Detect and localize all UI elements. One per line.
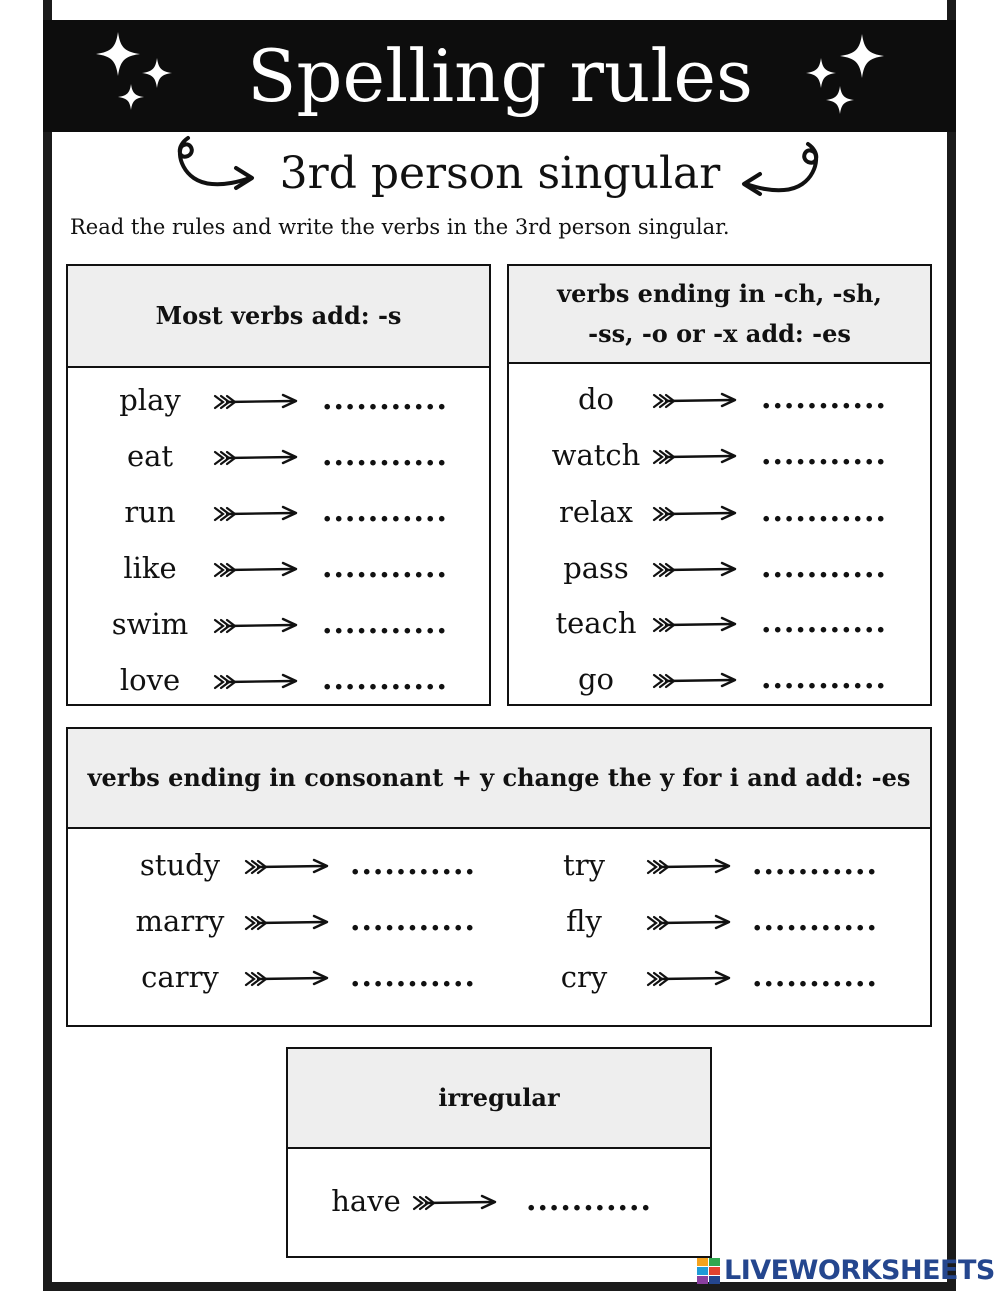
verb-label: try: [563, 848, 605, 882]
verb-label: swim: [111, 607, 189, 641]
rule-heading: [68, 729, 930, 829]
page-subtitle: 3rd person singular: [279, 148, 721, 199]
verb-label: eat: [126, 439, 174, 473]
verb-row: [288, 1181, 710, 1221]
verb-row: [509, 603, 930, 643]
verb-label: cry: [560, 960, 608, 994]
answer-blank[interactable]: ...........: [350, 959, 476, 994]
answer-blank[interactable]: ...........: [322, 550, 448, 585]
arrow-icon: [646, 969, 732, 989]
verb-label: do: [577, 382, 615, 416]
answer-blank[interactable]: ...........: [526, 1183, 652, 1218]
verb-label: marry: [135, 904, 225, 938]
verb-row: [509, 548, 930, 588]
verb-row: [509, 379, 930, 419]
verb-label: play: [119, 383, 181, 417]
answer-blank[interactable]: ...........: [752, 903, 878, 938]
instructions: Read the rules and write the verbs in the 3rd person singular.: [70, 215, 730, 239]
answer-blank[interactable]: ...........: [761, 494, 887, 529]
rule-title: verbs ending in consonant + y change the y for i and add: -es: [87, 763, 911, 792]
rule-box-consonant-y: [66, 727, 932, 1027]
arrow-icon: [213, 504, 299, 524]
arrow-icon: [213, 448, 299, 468]
verb-row: [68, 548, 489, 588]
answer-blank[interactable]: ...........: [761, 605, 887, 640]
answer-blank[interactable]: ...........: [761, 550, 887, 585]
arrow-icon: [652, 671, 738, 691]
swirl-arrow-left-icon: [172, 132, 262, 196]
arrow-icon: [646, 913, 732, 933]
arrow-icon: [213, 560, 299, 580]
arrow-icon: [652, 504, 738, 524]
arrow-icon: [213, 392, 299, 412]
top-strip: [52, 8, 947, 18]
verb-row: [498, 845, 928, 885]
verb-label: have: [331, 1184, 401, 1218]
rule-heading: [509, 266, 930, 364]
arrow-icon: [213, 672, 299, 692]
arrow-icon: [412, 1193, 498, 1213]
answer-blank[interactable]: ...........: [322, 606, 448, 641]
answer-blank[interactable]: ...........: [350, 847, 476, 882]
verb-row: [68, 660, 489, 700]
arrow-icon: [244, 857, 330, 877]
arrow-icon: [652, 615, 738, 635]
rule-box-add-s: [66, 264, 491, 706]
rule-box-add-es: [507, 264, 932, 706]
rule-box-irregular: [286, 1047, 712, 1258]
arrow-icon: [244, 969, 330, 989]
rule-title: Most verbs add: -s: [155, 301, 402, 330]
verb-label: fly: [566, 904, 602, 938]
answer-blank[interactable]: ...........: [322, 662, 448, 697]
verb-row: [68, 604, 489, 644]
verb-label: run: [124, 495, 176, 529]
rule-heading: [68, 266, 489, 368]
answer-blank[interactable]: ...........: [752, 847, 878, 882]
page-title: Spelling rules: [247, 34, 753, 118]
verb-row: [509, 659, 930, 699]
verb-row: [68, 492, 489, 532]
rule-title-line1: verbs ending in -ch, -sh,: [557, 279, 882, 308]
verb-label: relax: [559, 495, 633, 529]
arrow-icon: [652, 560, 738, 580]
verb-row: [68, 380, 489, 420]
rule-title: irregular: [438, 1083, 560, 1112]
verb-row: [509, 492, 930, 532]
answer-blank[interactable]: ...........: [322, 438, 448, 473]
liveworksheets-logo-icon: [697, 1258, 721, 1284]
verb-label: study: [139, 848, 221, 882]
rule-heading: [288, 1049, 710, 1149]
verb-row: [509, 435, 930, 475]
answer-blank[interactable]: ...........: [761, 437, 887, 472]
verb-row: [68, 901, 498, 941]
arrow-icon: [652, 447, 738, 467]
verb-label: go: [577, 662, 615, 696]
verb-label: love: [119, 663, 181, 697]
answer-blank[interactable]: ...........: [761, 381, 887, 416]
answer-blank[interactable]: ...........: [761, 661, 887, 696]
watermark-text: LIVEWORKSHEETS: [724, 1255, 995, 1286]
verb-row: [68, 436, 489, 476]
rule-title-line2: -ss, -o or -x add: -es: [588, 319, 851, 348]
arrow-icon: [646, 857, 732, 877]
verb-label: watch: [551, 438, 641, 472]
swirl-arrow-right-icon: [734, 138, 824, 202]
answer-blank[interactable]: ...........: [322, 382, 448, 417]
verb-row: [68, 957, 498, 997]
answer-blank[interactable]: ...........: [350, 903, 476, 938]
answer-blank[interactable]: ...........: [322, 494, 448, 529]
verb-row: [498, 957, 928, 997]
verb-label: like: [123, 551, 177, 585]
verb-row: [498, 901, 928, 941]
verb-label: teach: [555, 606, 637, 640]
verb-row: [68, 845, 498, 885]
arrow-icon: [213, 616, 299, 636]
verb-label: pass: [563, 551, 629, 585]
verb-label: carry: [141, 960, 219, 994]
answer-blank[interactable]: ...........: [752, 959, 878, 994]
arrow-icon: [652, 391, 738, 411]
arrow-icon: [244, 913, 330, 933]
